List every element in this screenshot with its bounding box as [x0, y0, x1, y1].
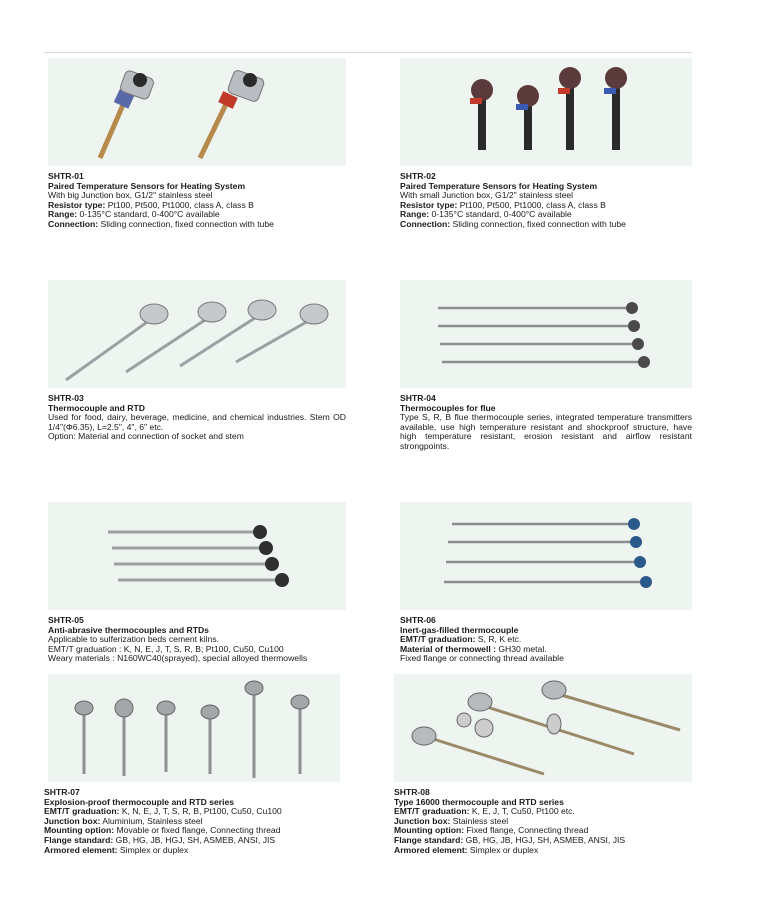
spec-line: Range: 0-135°C standard, 0-400°C available [48, 209, 220, 220]
spec-line: EMT/T graduation: K, E, J, T, Cu50, Pt100 etc. [394, 806, 575, 817]
spec-line: EMT/T graduation: S, R, K etc. [400, 634, 522, 645]
spec-line: Connection: Sliding connection, fixed connection with tube [400, 218, 626, 229]
product-code: SHTR-07 [44, 788, 80, 797]
spec-line: Material of thermowell : GH30 metal. [400, 643, 547, 654]
product-photo-shtr-02 [400, 58, 692, 166]
product-text-shtr-05 [48, 616, 346, 672]
product-photo-shtr-06 [400, 502, 692, 610]
spec-line: With big Junction box, G1/2" stainless steel [48, 190, 213, 201]
spec-line: Mounting option: Fixed flange, Connecting thread [394, 825, 589, 836]
spec-line: Option: Material and connection of socket and stem [48, 431, 244, 442]
product-code: SHTR-03 [48, 394, 84, 403]
spec-line: Connection: Sliding connection, fixed connection with tube [48, 218, 274, 229]
product-title: Anti-abrasive thermocouples and RTDs [48, 624, 209, 635]
product-title: Explosion-proof thermocouple and RTD series [44, 796, 235, 807]
spec-line: Junction box: Stainless steel [394, 815, 509, 826]
product-photo-shtr-03 [48, 280, 346, 388]
spec-line: Applicable to sulferization beds cement kilns. [48, 634, 220, 645]
product-code: SHTR-08 [394, 788, 430, 797]
product-text-shtr-04 [400, 394, 692, 454]
product-text-shtr-02 [400, 172, 700, 232]
product-code: SHTR-01 [48, 172, 84, 181]
description: Used for food, dairy, beverage, medicine, and chemical industries. Stem OD 1/4"(Φ6.35), L=2.5", 4", 6" etc. [48, 412, 346, 432]
product-title: Type 16000 thermocouple and RTD series [394, 796, 564, 807]
spec-line: Resistor type: Pt100, Pt500, Pt1000, class A, class B [400, 199, 606, 210]
spec-line: Mounting option: Movable or fixed flange, Connecting thread [44, 825, 281, 836]
spec-line: Fixed flange or connecting thread available [400, 653, 564, 664]
product-text-shtr-08 [394, 788, 694, 858]
product-title: Thermocouple and RTD [48, 402, 145, 413]
description: Weary materials : N160WC40(sprayed), special alloyed thermowells [48, 653, 308, 664]
top-divider [44, 52, 692, 53]
product-title: Paired Temperature Sensors for Heating System [48, 180, 246, 191]
product-photo-shtr-08 [394, 674, 692, 782]
product-code: SHTR-06 [400, 616, 436, 625]
spec-line: Flange standard: GB, HG, JB, HGJ, SH, ASMEB, ANSI, JIS [44, 834, 276, 845]
spec-line: Range: 0-135°C standard, 0-400°C available [400, 209, 572, 220]
spec-line: Armored element: Simplex or duplex [394, 844, 539, 855]
spec-line: EMT/T graduation: K, N, E, J, T, S, R, B, Pt100, Cu50, Cu100 [44, 806, 282, 817]
description: Type S, R, B flue thermocouple series, integrated temperature transmitters available, use high temperature resistant and shockproof structure, have high temperature resistant, erosion resistant and airflow resistant strongpoints. [400, 412, 692, 451]
spec-line: EMT/T graduation : K, N, E, J, T, S, R, B; Pt100, Cu50, Cu100 [48, 643, 284, 654]
product-code: SHTR-02 [400, 172, 436, 181]
product-code: SHTR-05 [48, 616, 84, 625]
product-text-shtr-07 [44, 788, 344, 858]
product-photo-shtr-01 [48, 58, 346, 166]
spec-line: Resistor type: Pt100, Pt500, Pt1000, class A, class B [48, 199, 254, 210]
product-title: Inert-gas-filled thermocouple [400, 624, 519, 635]
product-code: SHTR-04 [400, 394, 436, 403]
product-title: Thermocouples for flue [400, 402, 496, 413]
spec-line: Armored element: Simplex or duplex [44, 844, 189, 855]
product-text-shtr-01 [48, 172, 353, 232]
product-text-shtr-06 [400, 616, 692, 672]
spec-line: Flange standard: GB, HG, JB, HGJ, SH, ASMEB, ANSI, JIS [394, 834, 626, 845]
product-photo-shtr-04 [400, 280, 692, 388]
product-text-shtr-03 [48, 394, 346, 454]
product-photo-shtr-07 [48, 674, 340, 782]
spec-line: Junction box: Aluminium, Stainless steel [44, 815, 203, 826]
product-photo-shtr-05 [48, 502, 346, 610]
spec-line: With small Junction box, G1/2" stainless steel [400, 190, 574, 201]
product-title: Paired Temperature Sensors for Heating System [400, 180, 598, 191]
